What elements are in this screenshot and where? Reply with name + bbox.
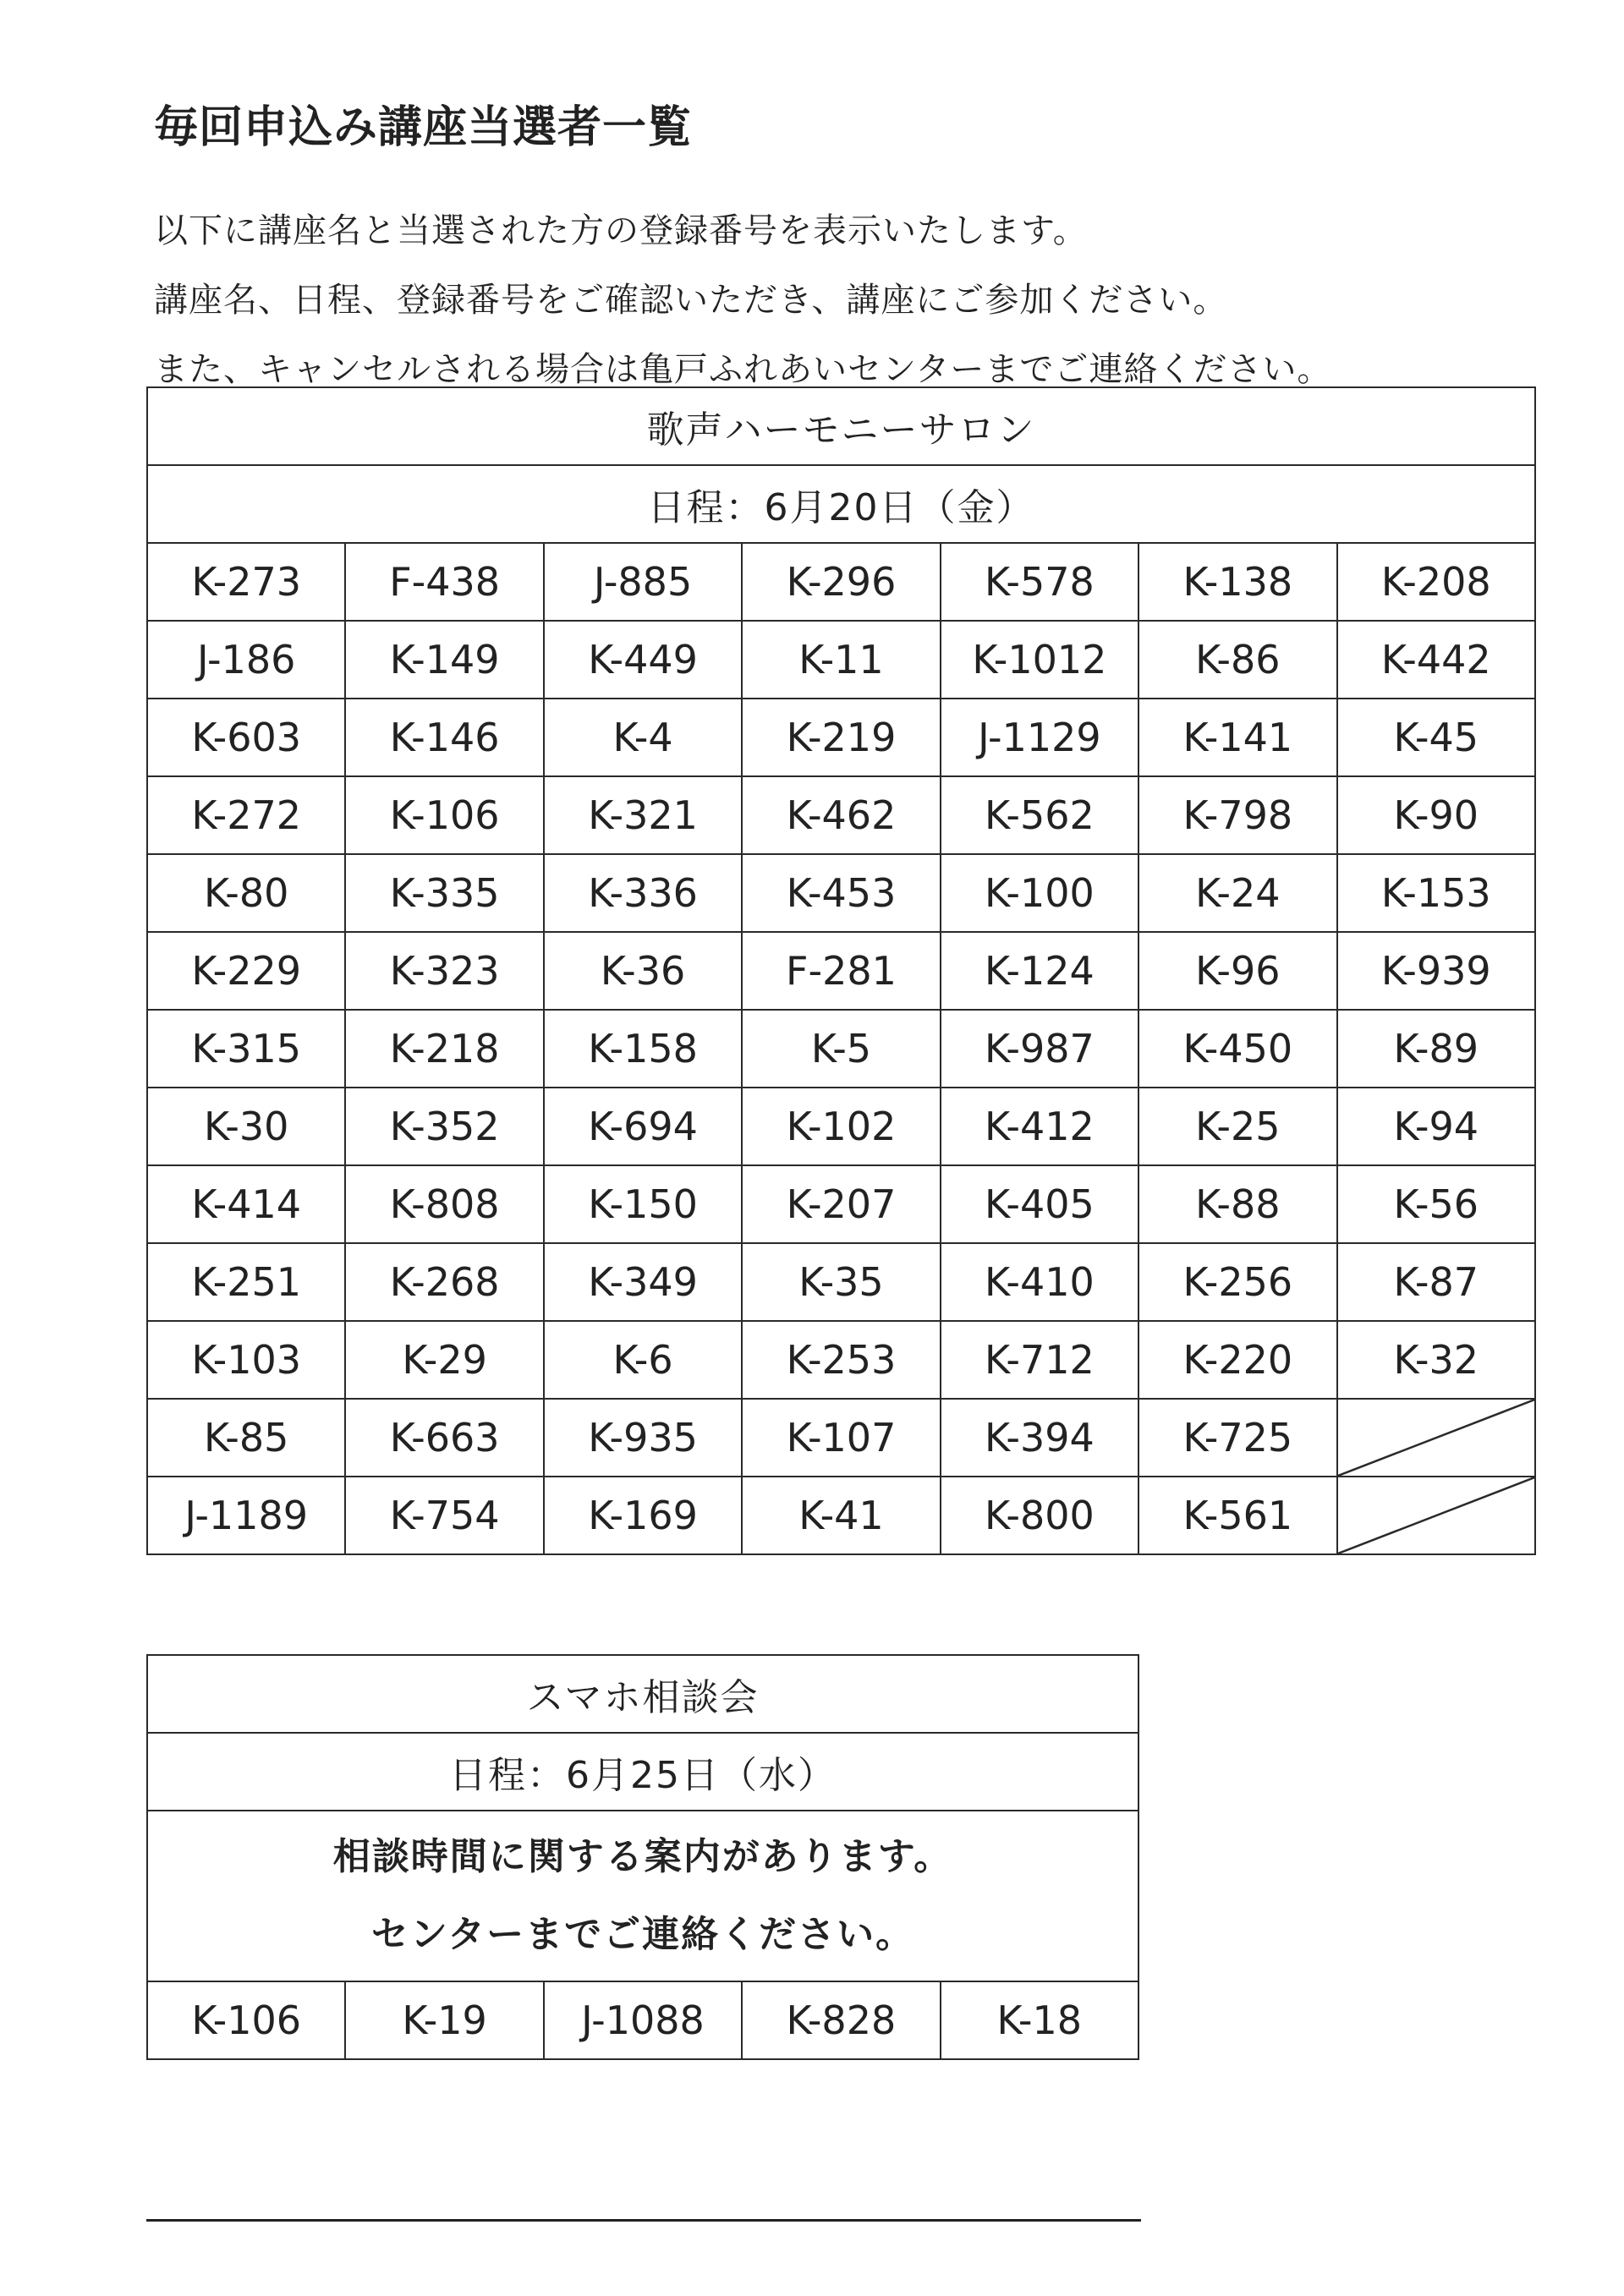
registration-number: K-272 xyxy=(147,776,345,854)
course-name: 歌声ハーモニーサロン xyxy=(147,387,1535,465)
registration-number: K-828 xyxy=(742,1981,940,2059)
intro-line: 以下に講座名と当選された方の登録番号を表示いたします。 xyxy=(154,211,1088,250)
winner-row xyxy=(147,543,1535,621)
registration-number: K-94 xyxy=(1337,1088,1535,1165)
course-schedule: 日程：6月25日（水） xyxy=(147,1733,1138,1811)
registration-number: K-138 xyxy=(1138,543,1336,621)
winner-row xyxy=(147,1243,1535,1321)
registration-number: K-96 xyxy=(1138,932,1336,1010)
registration-number: K-208 xyxy=(1337,543,1535,621)
course-schedule-row xyxy=(147,1733,1138,1811)
registration-number: K-725 xyxy=(1138,1399,1336,1477)
registration-number: K-6 xyxy=(544,1321,742,1399)
registration-number: K-103 xyxy=(147,1321,345,1399)
notice-line: センターまでご連絡ください。 xyxy=(370,1913,915,1956)
winner-row xyxy=(147,1088,1535,1165)
registration-number: K-336 xyxy=(544,854,742,932)
registration-number: K-150 xyxy=(544,1165,742,1243)
registration-number: K-141 xyxy=(1138,699,1336,776)
winner-row xyxy=(147,1321,1535,1399)
registration-number: K-158 xyxy=(544,1010,742,1088)
registration-number: K-80 xyxy=(147,854,345,932)
registration-number: K-207 xyxy=(742,1165,940,1243)
registration-number: K-315 xyxy=(147,1010,345,1088)
slash-mark xyxy=(1338,1400,1534,1476)
registration-number: K-19 xyxy=(345,1981,543,2059)
course-table-smartphone-consultation xyxy=(146,1654,1139,2060)
registration-number: K-88 xyxy=(1138,1165,1336,1243)
registration-number: K-561 xyxy=(1138,1477,1336,1554)
registration-number: K-694 xyxy=(544,1088,742,1165)
registration-number: K-220 xyxy=(1138,1321,1336,1399)
registration-number: K-578 xyxy=(941,543,1138,621)
notice-line: 相談時間に関する案内があります。 xyxy=(332,1835,953,1878)
registration-number: K-273 xyxy=(147,543,345,621)
winner-row xyxy=(147,854,1535,932)
registration-number: K-107 xyxy=(742,1399,940,1477)
registration-number: K-321 xyxy=(544,776,742,854)
registration-number: J-1129 xyxy=(941,699,1138,776)
registration-number: K-90 xyxy=(1337,776,1535,854)
registration-number: K-1012 xyxy=(941,621,1138,699)
registration-number: K-798 xyxy=(1138,776,1336,854)
course-name: スマホ相談会 xyxy=(147,1655,1138,1733)
registration-number: K-124 xyxy=(941,932,1138,1010)
registration-number: K-712 xyxy=(941,1321,1138,1399)
registration-number: K-449 xyxy=(544,621,742,699)
registration-number: K-149 xyxy=(345,621,543,699)
winner-row xyxy=(147,1165,1535,1243)
registration-number: K-349 xyxy=(544,1243,742,1321)
registration-number: J-885 xyxy=(544,543,742,621)
registration-number: K-18 xyxy=(941,1981,1138,2059)
registration-number: K-935 xyxy=(544,1399,742,1477)
registration-number: K-323 xyxy=(345,932,543,1010)
registration-number: K-663 xyxy=(345,1399,543,1477)
intro-line: 講座名、日程、登録番号をご確認いただき、講座にご参加ください。 xyxy=(154,281,1228,320)
course-notice xyxy=(147,1811,1138,1981)
registration-number: K-442 xyxy=(1337,621,1535,699)
registration-number: K-450 xyxy=(1138,1010,1336,1088)
winner-row xyxy=(147,1981,1138,2059)
registration-number: K-29 xyxy=(345,1321,543,1399)
winner-row xyxy=(147,1477,1535,1554)
registration-number: K-394 xyxy=(941,1399,1138,1477)
registration-number: K-352 xyxy=(345,1088,543,1165)
registration-number: K-30 xyxy=(147,1088,345,1165)
registration-number: K-251 xyxy=(147,1243,345,1321)
registration-number: K-11 xyxy=(742,621,940,699)
empty-cell-slash xyxy=(1337,1477,1535,1554)
registration-number: K-35 xyxy=(742,1243,940,1321)
registration-number: J-186 xyxy=(147,621,345,699)
registration-number: K-453 xyxy=(742,854,940,932)
registration-number: K-253 xyxy=(742,1321,940,1399)
registration-number: K-86 xyxy=(1138,621,1336,699)
registration-number: K-5 xyxy=(742,1010,940,1088)
registration-number: K-256 xyxy=(1138,1243,1336,1321)
footer-divider xyxy=(146,2219,1141,2222)
registration-number: K-462 xyxy=(742,776,940,854)
registration-number: J-1088 xyxy=(544,1981,742,2059)
registration-number: K-106 xyxy=(147,1981,345,2059)
registration-number: K-268 xyxy=(345,1243,543,1321)
slash-mark xyxy=(1338,1477,1534,1553)
course-name-row xyxy=(147,1655,1138,1733)
course-name-row xyxy=(147,387,1535,465)
registration-number: K-218 xyxy=(345,1010,543,1088)
registration-number: K-32 xyxy=(1337,1321,1535,1399)
registration-number: K-100 xyxy=(941,854,1138,932)
registration-number: K-24 xyxy=(1138,854,1336,932)
winner-row xyxy=(147,776,1535,854)
registration-number: K-219 xyxy=(742,699,940,776)
registration-number: K-296 xyxy=(742,543,940,621)
winner-row xyxy=(147,932,1535,1010)
empty-cell-slash xyxy=(1337,1399,1535,1477)
registration-number: K-102 xyxy=(742,1088,940,1165)
course-schedule-row xyxy=(147,465,1535,543)
registration-number: K-808 xyxy=(345,1165,543,1243)
intro-text xyxy=(154,196,1331,404)
registration-number: K-106 xyxy=(345,776,543,854)
registration-number: K-335 xyxy=(345,854,543,932)
registration-number: K-800 xyxy=(941,1477,1138,1554)
winner-row xyxy=(147,1399,1535,1477)
winner-row xyxy=(147,1010,1535,1088)
registration-number: K-562 xyxy=(941,776,1138,854)
registration-number: K-25 xyxy=(1138,1088,1336,1165)
registration-number: K-87 xyxy=(1337,1243,1535,1321)
registration-number: K-414 xyxy=(147,1165,345,1243)
winner-row xyxy=(147,621,1535,699)
registration-number: K-754 xyxy=(345,1477,543,1554)
registration-number: K-987 xyxy=(941,1010,1138,1088)
registration-number: K-41 xyxy=(742,1477,940,1554)
course-table-harmony-salon xyxy=(146,386,1536,1555)
intro-line: また、キャンセルされる場合は亀戸ふれあいセンターまでご連絡ください。 xyxy=(154,350,1332,389)
registration-number: K-405 xyxy=(941,1165,1138,1243)
page-title: 毎回申込み講座当選者一覧 xyxy=(154,102,693,153)
course-notice-row xyxy=(147,1811,1138,1981)
registration-number: K-85 xyxy=(147,1399,345,1477)
course-schedule: 日程：6月20日（金） xyxy=(147,465,1535,543)
registration-number: K-36 xyxy=(544,932,742,1010)
registration-number: K-56 xyxy=(1337,1165,1535,1243)
registration-number: K-4 xyxy=(544,699,742,776)
registration-number: K-603 xyxy=(147,699,345,776)
registration-number: J-1189 xyxy=(147,1477,345,1554)
registration-number: K-410 xyxy=(941,1243,1138,1321)
registration-number: K-153 xyxy=(1337,854,1535,932)
registration-number: K-146 xyxy=(345,699,543,776)
registration-number: K-89 xyxy=(1337,1010,1535,1088)
registration-number: F-438 xyxy=(345,543,543,621)
registration-number: F-281 xyxy=(742,932,940,1010)
winner-row xyxy=(147,699,1535,776)
registration-number: K-939 xyxy=(1337,932,1535,1010)
registration-number: K-45 xyxy=(1337,699,1535,776)
registration-number: K-412 xyxy=(941,1088,1138,1165)
registration-number: K-229 xyxy=(147,932,345,1010)
registration-number: K-169 xyxy=(544,1477,742,1554)
